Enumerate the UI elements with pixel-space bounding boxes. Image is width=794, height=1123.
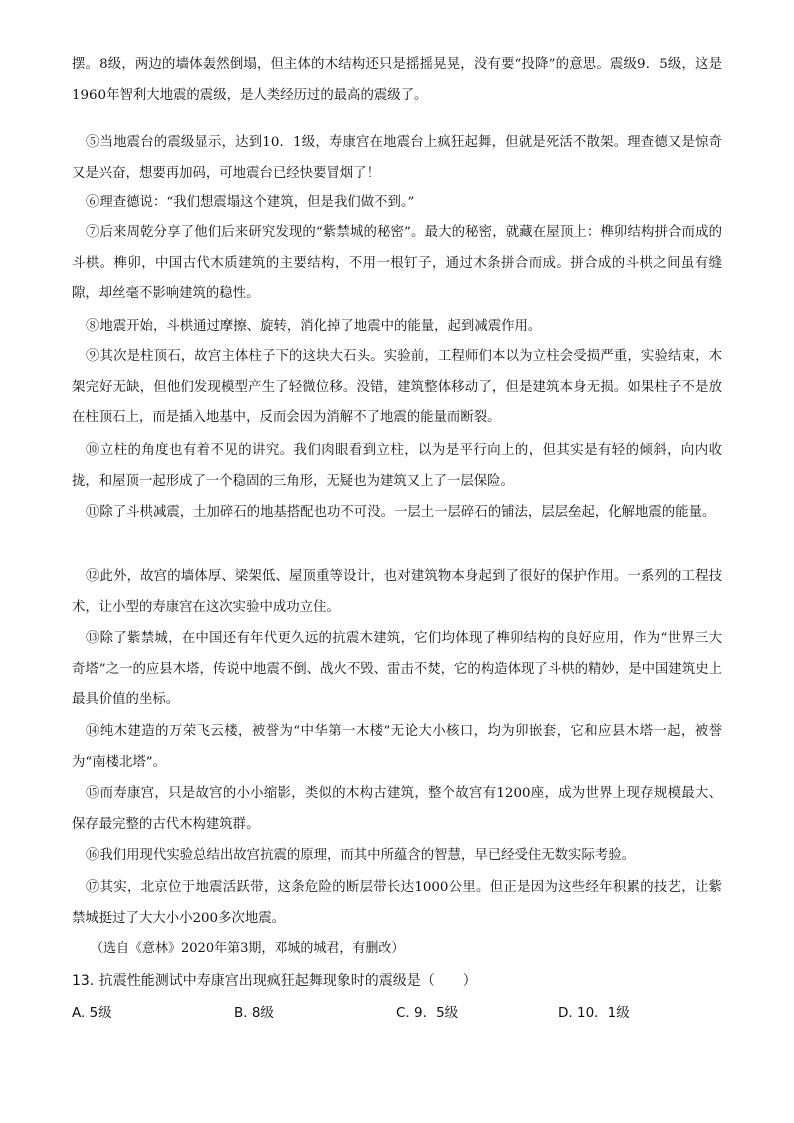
paragraph-14: ⑭纯木建造的万荣飞云楼，被誉为“中华第一木楼”无论大小核口，均为卯嵌套，它和应县木塔一起，被誉为“南楼北塔”。 xyxy=(72,724,722,770)
paragraph-17: ⑰其实，北京位于地震活跃带，这条危险的断层带长达1000公里。但正是因为这些经年积累的技艺，让紫禁城挺过了大大小小200多次地震。 xyxy=(72,880,722,926)
option-b[interactable]: B. 8级 xyxy=(234,1005,274,1021)
paragraph-continuation: 摆。8级，两边的墙体轰然倒塌，但主体的木结构还只是摇摇晃晃，没有要“投降”的意思。震级9．5级，这是1960年智利大地震的震级，是人类经历过的最高的震级了。 xyxy=(72,57,722,103)
paragraph-8: ⑧地震开始，斗栱通过摩擦、旋转，消化掉了地震中的能量，起到减震作用。 xyxy=(86,319,542,334)
paragraph-16: ⑯我们用现代实验总结出故宫抗震的原理，而其中所蕴含的智慧，早已经受住无数实际考验。 xyxy=(86,848,636,863)
source-citation: （选自《意林》2020年第3期，邓城的城君，有删改） xyxy=(90,941,405,956)
paragraph-10: ⑩立柱的角度也有着不见的讲究。我们肉眼看到立柱，以为是平行向上的，但其实是有轻的倾斜，向内收拢，和屋顶一起形成了一个稳固的三角形，无疑也为建筑又上了一层保险。 xyxy=(72,443,722,489)
option-d[interactable]: D. 10．1级 xyxy=(558,1005,630,1021)
paragraph-15: ⑮而寿康宫，只是故宫的小小缩影，类似的木构古建筑，整个故宫有1200座，成为世界上现存规模最大、保存最完整的古代木构建筑群。 xyxy=(72,786,722,832)
paragraph-12: ⑫此外，故宫的墙体厚、梁架低、屋顶重等设计，也对建筑物本身起到了很好的保护作用。一系列的工程技术，让小型的寿康宫在这次实验中成功立住。 xyxy=(72,569,722,615)
paragraph-11: ⑪除了斗栱减震，土加碎石的地基搭配也功不可没。一层土一层碎石的铺法，层层垒起，化解地震的能量。 xyxy=(86,505,716,520)
paragraph-7: ⑦后来周乾分享了他们后来研究发现的“紫禁城的秘密”。最大的秘密，就藏在屋顶上：榫卯结构拼合而成的斗栱。榫卯，中国古代木质建筑的主要结构，不用一根钉子，通过木条拼合而成。拼合成的斗栱之间虽有缝隙，却丝毫不影响建筑的稳性。 xyxy=(72,225,722,301)
question-13-stem: 13. 抗震性能测试中寿康宫出现疯狂起舞现象时的震级是（ ） xyxy=(72,973,477,989)
option-a[interactable]: A. 5级 xyxy=(72,1005,112,1021)
paragraph-5: ⑤当地震台的震级显示，达到10．1级，寿康宫在地震台上疯狂起舞，但就是死活不散架。理查德又是惊奇又是兴奋，想要再加码，可地震台已经快要冒烟了！ xyxy=(72,135,722,181)
option-c[interactable]: C. 9．5级 xyxy=(396,1005,459,1021)
paragraph-13: ⑬除了紫禁城，在中国还有年代更久远的抗震木建筑，它们均体现了榫卯结构的良好应用，作为“世界三大奇塔”之一的应县木塔，传说中地震不倒、战火不毁、雷击不焚，它的构造体现了斗栱的精妙，是中国建筑史上最具价值的坐标。 xyxy=(72,631,722,707)
answer-options xyxy=(72,1000,722,1026)
paragraph-9: ⑨其次是柱顶石，故宫主体柱子下的这块大石头。实验前，工程师们本以为立柱会受损严重，实验结束，木架完好无缺，但他们发现模型产生了轻微位移。没错，建筑整体移动了，但是建筑本身无损。如果柱子不是放在柱顶石上，而是插入地基中，反而会因为消解不了地震的能量而断裂。 xyxy=(72,349,722,425)
paragraph-6: ⑥理查德说：“我们想震塌这个建筑，但是我们做不到。” xyxy=(86,195,415,210)
